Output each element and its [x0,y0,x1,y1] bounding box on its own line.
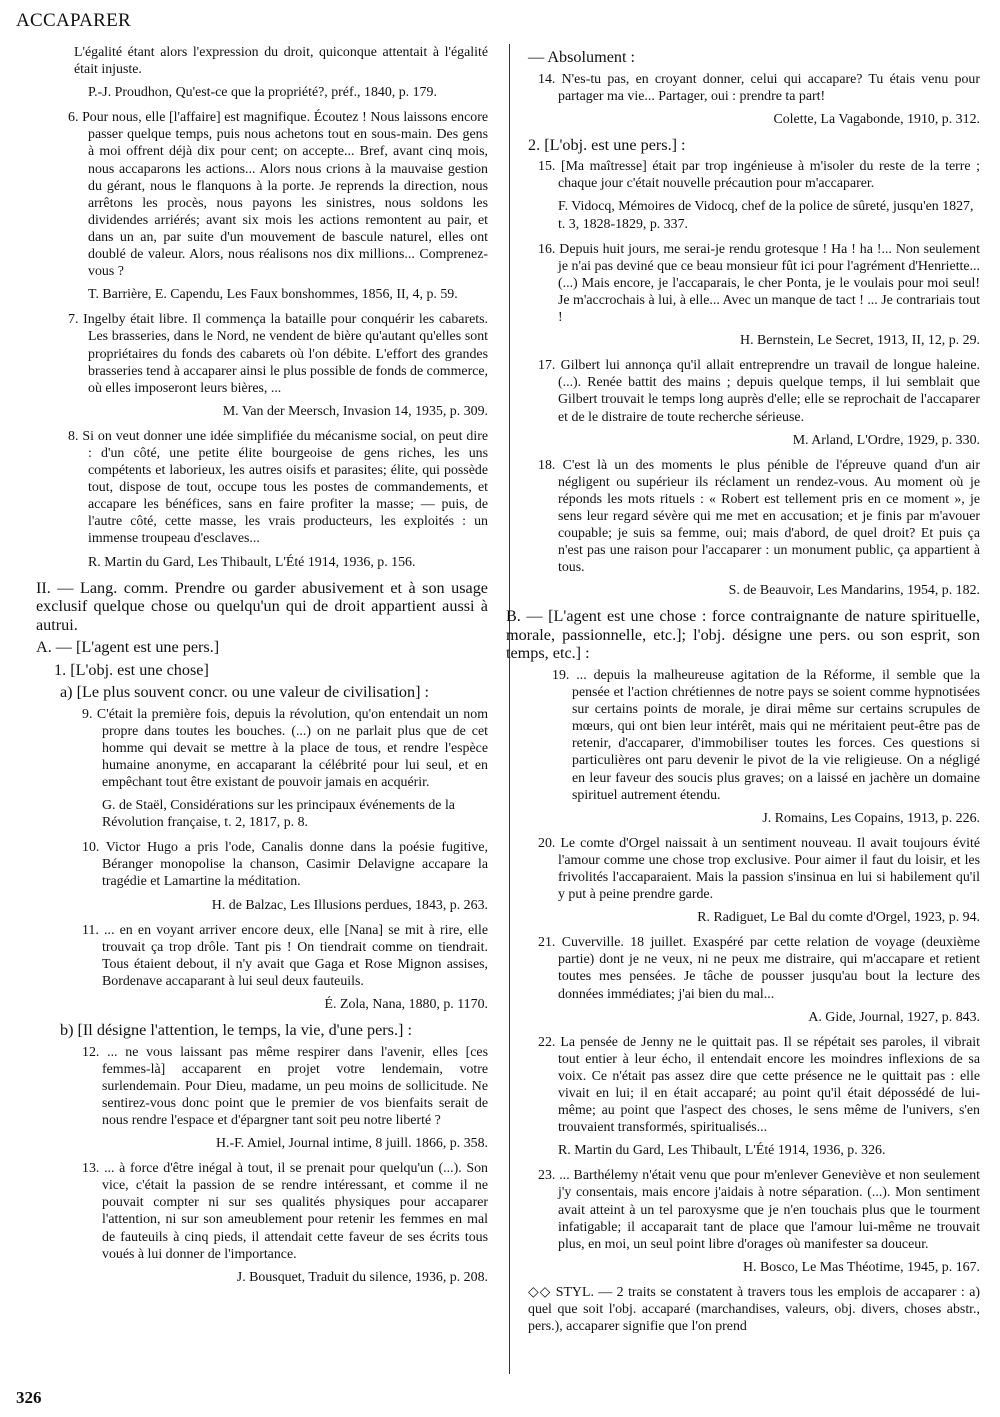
stylistic-note: ◇◇ STYL. — 2 traits se constatent à travers tous les emplois de accaparer : a) quel que soit l'obj. accaparé (marchandises, valeurs, obj. divers, choses abstr., pers.), accaparer signifie que l'on prend [528,1284,980,1335]
subsense-heading-b: b) [Il désigne l'attention, le temps, la vie, d'une pers.] : [60,1021,412,1040]
source-22: R. Martin du Gard, Les Thibault, L'Été 1914, 1936, p. 326. [558,1143,886,1159]
source-7: M. Van der Meersch, Invasion 14, 1935, p. 309. [222,403,488,419]
example-11: 11. ... en en voyant arriver encore deux, elle [Nana] se mit à rire, elle trouvait ça trop drôle. Tant pis ! On tiendrait comme on tiendrait. Tous étaient debout, il n'y avait que Gaga et Rose Mignon assises, Bordenave accaparant à lui seul deux fauteuils. [82,922,488,989]
subsense-heading-1: 1. [L'obj. est une chose] [54,660,209,679]
source-17: M. Arland, L'Ordre, 1929, p. 330. [792,432,980,448]
example-18: 18. C'est là un des moments le plus pénible de l'épreuve quand d'un air négligent ou supérieur ils réclament un rendez-vous. Au moment où je réponds les mots rituels : « Robert est tellement pris en ce moment », je sens leur regard sévère qui me met en accusation; et je finis par m'avouer coupable; je suis sa femme, oui; mais d'abord, de quel droit? Et puis ça n'est pas une raison pour l'accaparer : un monument public, ça appartient à tous. [538,457,980,576]
source-12: H.-F. Amiel, Journal intime, 8 juill. 1866, p. 358. [215,1136,488,1152]
example-6: 6. Pour nous, elle [l'affaire] est magnifique. Écoutez ! Nous laissons encore passer quelque temps, puis nous achetons tout en sous-main. Des gens à moi offrent déjà dix pour cent; on accepte... Bref, avant cinq mois, nous accaparons les actions... Alors nous crions à la mauvaise gestion du gérant, nous le flanquons à la porte. Je reprends la direction, nous arrêtons les procès, nous payons les sinistres, nous soldons les dividendes arriérés; avant six mois les actions remontent au pair, et dans un an, par suite d'un mouvement de bascule naturel, elles ont doublé de valeur. Alors, nous réalisons nos dix millions... Comprenez-vous ? [68,110,488,280]
citation-source: P.-J. Proudhon, Qu'est-ce que la propriété?, préf., 1840, p. 179. [88,85,437,101]
sense-heading-II: II. — Lang. comm. Prendre ou garder abusivement et à son usage exclusif quelque chose ou quelqu'un qui de droit appartient aussi à autrui. [36,578,488,634]
example-15: 15. [Ma maîtresse] était par trop ingénieuse à m'isoler du reste de la terre ; chaque jour c'était nouvelle précaution pour m'accaparer. [538,159,980,192]
source-21: A. Gide, Journal, 1927, p. 843. [808,1009,980,1025]
right-column [506,44,980,1335]
subsense-heading-A: A. — [L'agent est une pers.] [36,638,220,657]
example-23: 23. ... Barthélemy n'était venu que pour m'enlever Geneviève et non seulement j'y consentais, mais encore j'aidais à notre séparation. (...). Mon sentiment avait atteint à un tel paroxysme que je n'en touchais plus que le tourment infatigable; il accaparait tant de place que l'amour lui-même ne trouvait plus, en moi, un seul point libre d'orages où manifester sa douceur. [538,1168,980,1252]
subsense-heading-a: a) [Le plus souvent concr. ou une valeur de civilisation] : [60,683,430,702]
left-column [36,44,488,1294]
source-15: F. Vidocq, Mémoires de Vidocq, chef de la police de sûreté, jusqu'en 1827, t. 3, 1828-1829, p. 337. [558,199,974,232]
source-14: Colette, La Vagabonde, 1910, p. 312. [773,111,980,127]
source-20: R. Radiguet, Le Bal du comte d'Orgel, 1923, p. 94. [697,910,980,926]
source-23: H. Bosco, Le Mas Théotime, 1945, p. 167. [742,1259,980,1275]
quote-continuation: L'égalité étant alors l'expression du droit, quiconque attentait à l'égalité était injuste. [74,45,488,78]
example-13: 13. ... à force d'être inégal à tout, il se prenait pour quelqu'un (...). Son vice, c'était la passion de se rendre intéressant, et comme il ne pouvait compter ni sur ses qualités physiques pour accaparer l'attention, ni sur son ameublement pour retenir les femmes en mal de fauteuils à cinq pieds, il attendait cette faveur de ses écrits tous voués à lui donner de l'importance. [82,1161,488,1262]
source-18: S. de Beauvoir, Les Mandarins, 1954, p. 182. [728,583,980,599]
example-19: 19. ... depuis la malheureuse agitation de la Réforme, il semble que la pensée et l'action chrétiennes de notre pays se soient comme hypnotisées sur certains points de morale, je dirai même sur certains scrupules de mœurs, qui ont bien leur intérêt, mais qui ne méritaient peut-être pas de retenir, d'accaparer, d'immobiliser toutes les forces. Ces questions si particulières ont paru devenir le pivot de la vie religieuse. On a négligé en leur faveur des soucis plus graves; on a laissé en jachère un domaine spirituel autrement étendu. [552,667,980,803]
example-17: 17. Gilbert lui annonça qu'il allait entreprendre un travail de longue haleine. (...). Renée battit des mains ; depuis quelque temps, il lui semblait que Gilbert trouvait le temps long auprès d'elle; elle se reprochait de l'accaparer et de le distraire de toute recherche sérieuse. [538,358,980,425]
example-16: 16. Depuis huit jours, me serai-je rendu grotesque ! Ha ! ha !... Non seulement je n'ai pas deviné que ce beau monsieur fût ici pour l'agrément d'Henriette... (...) Mais encore, je l'accaparais, le cher Ponta, je le voulais pour moi seul! Je m'accrochais à lui, à elle... Avec un manque de tact ! ... Je contrariais tout ! [538,241,980,326]
source-16: H. Bernstein, Le Secret, 1913, II, 12, p. 29. [740,333,980,349]
example-12: 12. ... ne vous laissant pas même respirer dans l'avenir, elles [ces femmes-là] accaparent en projet votre lendemain, votre surlendemain. Pour Dieu, madame, un peu moins de sollicitude. Ne sentirez-vous donc point que le premier de vos bienfaits serait de nous rendre l'espace et d'épargner tant soit peu notre liberté ? [82,1044,488,1128]
example-10: 10. Victor Hugo a pris l'ode, Canalis donne dans la poésie fugitive, Béranger monopolise la chanson, Casimir Delavigne accapare la tragédie et Lamartine la méditation. [82,840,488,890]
subsense-heading-2: 2. [L'obj. est une pers.] : [528,135,686,154]
example-20: 20. Le comte d'Orgel naissait à un sentiment nouveau. Il avait toujours évité l'amour comme une chose trop exclusive. Pour aimer il faut du loisir, et les frivolités l'accaparaient. Mais la passion s'insinua en lui si habilement qu'il y put à peine prendre garde. [538,835,980,903]
source-19: J. Romains, Les Copains, 1913, p. 226. [762,810,980,826]
subsense-heading-absolument: — Absolument : [528,48,636,66]
example-14: 14. N'es-tu pas, en croyant donner, celui qui accapare? Tu étais venu pour partager ma vie... Partager, oui : prendre ta part! [538,71,980,104]
example-8: 8. Si on veut donner une idée simplifiée du mécanisme social, on peut dire : d'un côté, une petite élite bourgeoise de gens riches, les uns compétents et laborieux, les autres oisifs et parasites; élite, qui possède tout, dispose de tout, occupe tous les postes de commandements, et accapare les bénéfices, sans en faire profiter la masse; — puis, de l'autre côté, cette masse, les vrais producteurs, les exploités : un immense troupeau d'esclaves... [68,428,488,547]
example-9: 9. C'était la première fois, depuis la révolution, qu'on entendait un nom propre dans toutes les bouches. (...) on ne parlait plus que de cet homme qui devait se mettre à la place de tous, et rendre l'espèce humaine anonyme, en accaparant la célébrité pour lui seul, et en empêchant tout être existant de pouvoir jamais en acquérir. [82,706,488,790]
source-8: R. Martin du Gard, Les Thibault, L'Été 1914, 1936, p. 156. [88,554,416,570]
source-13: J. Bousquet, Traduit du silence, 1936, p. 208. [236,1269,488,1285]
entry-headword: ACCAPARER [16,10,131,31]
source-11: É. Zola, Nana, 1880, p. 1170. [324,997,488,1013]
page-number: 326 [16,1388,42,1407]
column-divider [509,44,510,1374]
source-10: H. de Balzac, Les Illusions perdues, 1843, p. 263. [211,897,488,913]
example-22: 22. La pensée de Jenny ne le quittait pas. Il se répétait ses paroles, il vibrait tout entier à leur écho, il entendait encore les moindres inflexions de sa voix. Ce n'était pas assez dire que cette présence ne le quittait pas : elle vivait en lui; il en était accaparé; au point qu'il était dépossédé de lui-même; au point que l'aspect des choses, le sens même de l'univers, s'en trouvaient transformés, spiritualisés... [538,1034,980,1136]
example-21: 21. Cuverville. 18 juillet. Exaspéré par cette relation de voyage (deuxième partie) dont je ne veux, ni ne peux me distraire, qui m'accapare et retient toutes mes pensées. Je tâche de pousser jusqu'au bout la lecture des données immédiates; j'ai bien du mal... [538,935,980,1002]
source-6: T. Barrière, E. Capendu, Les Faux bonshommes, 1856, II, 4, p. 59. [88,287,458,303]
example-7: 7. Ingelby était libre. Il commença la bataille pour conquérir les cabarets. Les brasseries, dans le Nord, ne vendent de bière qu'autant qu'elles sont propriétaires du fonds des cabarets où l'on débite. L'effort des grandes brasseries tend à accaparer ainsi le plus possible de fonds de commerce, où elles imposeront leurs bières, ... [68,312,488,396]
source-9: G. de Staël, Considérations sur les principaux événements de la Révolution française, t. 2, 1817, p. 8. [102,798,455,831]
subsense-heading-B: B. — [L'agent est une chose : force contraignante de nature spirituelle, morale, passionnelle, etc.]; l'obj. désigne une pers. ou son esprit, son temps, etc.] : [506,607,980,663]
